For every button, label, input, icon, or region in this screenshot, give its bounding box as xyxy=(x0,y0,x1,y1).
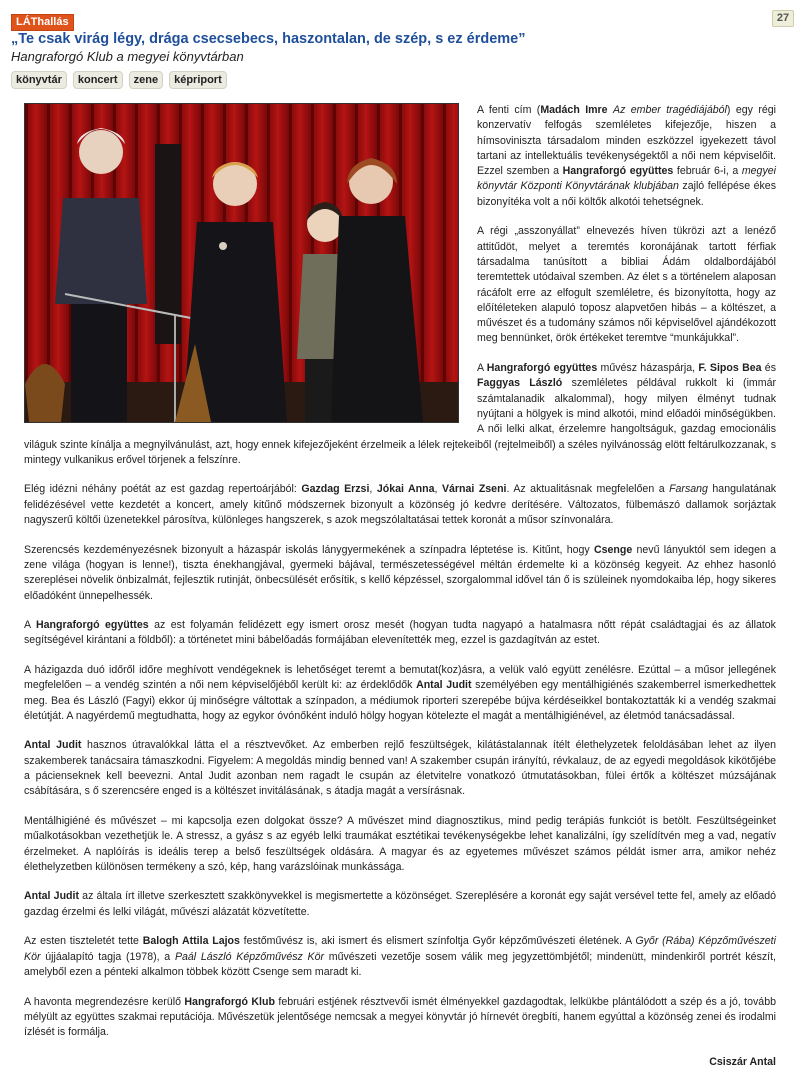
author-signature: Csiszár Antal xyxy=(709,1055,776,1068)
paragraph-10 xyxy=(24,889,776,920)
bold-run: Antal Judit xyxy=(24,739,82,752)
bold-run: Antal Judit xyxy=(24,890,79,903)
bold-run: Antal Judit xyxy=(416,679,472,692)
italic-run: Győr (Rába) Képzőművészeti Kör xyxy=(24,935,776,963)
bold-run: Csenge xyxy=(593,543,633,556)
article-subtitle: Hangraforgó Klub a megyei könyvtárban xyxy=(11,49,244,64)
tag-konyvtar[interactable]: könyvtár xyxy=(11,71,67,89)
text-run: szemléletes példával rukkolt ki (immár számtalanadik alkalommal), hogy milyen élményt tudnak nyújtani a hölgyek is mind alkotói, mind előadói minőségükben. A női lelki alkat, érzelemre hangoltságuk, gazdag emocionális világuk szinte kínálja a megnyilvánulást, azt, hogy ennek kifejezőjeként érzelmeik a lélek rejtekeiből (rejtelmeiből) a széles nyilvánosság elött feltárulkozzanak, s mintegy vulkanikus erővel törjenek a felszínre. xyxy=(24,377,777,466)
italic-run: Az ember tragédiájából xyxy=(613,104,727,116)
paragraph-12 xyxy=(24,995,776,1041)
text-run: , xyxy=(434,483,442,496)
page-number-badge: 27 xyxy=(772,10,794,27)
paragraph-7 xyxy=(24,663,776,724)
text-run: A xyxy=(477,362,487,375)
text-run: személyében egy mentálhigiénés szakemberrel ismerkedhettek meg. Bea és László (Fagyi) ekkor új minőségre váltottak a színpadon, a médiumok riporteri szerepébe bújva kérdéseikkel bontakoztatták ki a vendég szakmai életútját. A nagyérdemű megtudhatta, hogy az egykor óvónőként induló hölgy hogyan kötelezte el magát a mentálhigiénével, az életmód tanácsadással. xyxy=(24,679,776,722)
bold-run: F. Sipos Bea xyxy=(698,362,762,375)
tag-kepriport[interactable]: képriport xyxy=(169,71,227,89)
text-run: hangulatának felidézésével vette kezdetét a koncert, amely kitűnő módszernek bizonyult a közönség jó kedvre derítésére. Változatos, fülbemászó dallamok sorjáztak nagyszerű költői üzenetekkel párosítva, különleges hangszerek, s azok megszólaltatásai tettek koronát a műsor színvonalára. xyxy=(24,483,777,527)
text-run: . Az aktualitásnak megfelelően a xyxy=(506,483,670,496)
text-run: zajló fellépése ékes bizonyítéka volt a női költők alkotói tehetségnek. xyxy=(477,180,776,208)
text-run: Mentálhigiéné és művészet – mi kapcsolja ezen dolgokat össze? A művészet mind diagnosztikus, mind pedig terápiás funkciót is betölt. Feszültségeinket műalkotásokban vezethetjük le. A stressz, a gyász s az egyéb lelki traumákat esztétikai tevékenységekbe lehet kanalizálni, így szelídítvén meg a vad, negatív érzelmeket. A naplóírás is ideális terep a belső feszültségek oldására. A magyar és az egyetemes művészet számos példát ismer arra, amikor nehéz élethelyzetben különösen termékeny a szó, kép, hang varázslóinak munkássága. xyxy=(24,814,776,873)
performers-photo xyxy=(24,103,459,423)
text-run: az általa írt illetve szerkesztett szakkönyvekkel is megismertette a közönséget. Szereplésére a koronát egy saját versével tette fel, amely az előadó gazdag érzelmi és lelki világát, művészi alázatát közvetítette. xyxy=(24,890,776,918)
text-run: ) egy régi konzervatív felfogás szemléletes kifejezője, hiszen a hímsoviniszta társadalom minden eszközzel igyekezett távol tartani az intellektuális tevékenységektől a női nem képviselőit. Ezzel szemben a xyxy=(477,104,776,178)
paragraph-5 xyxy=(24,543,776,604)
text-run: február 6-i, a xyxy=(673,165,742,178)
text-run: az est folyamán felidézett egy ismert orosz mesét (hogyan tudta nagyapó a hatalmasra nőtt répát családtagjai és az állatok segítségével kirántani a földből): a történetet mini bábelőadás formájában elevenítették meg, ezzel is gazdagítván az estet. xyxy=(24,619,776,647)
text-run: hasznos útravalókkal látta el a résztvevőket. Az emberben rejlő feszültségek, kilátástalannak ítélt élethelyzetek feloldásában lehet az ilyen szakemberek tanácsaira támaszkodni. Figyelem: A megoldás mindig benned van! A szakember csupán irányítú, révkalauz, de az egyedi megoldások kikötőjébe a pácienseknek kell beevezni. Antal Judit azonban nem ragadt le csupán az életvitelre vonatkozó útmutatásokban, fülei értők a költészet múzsájának csábítására, s ő szerencsére enged is a költészet invitálásának, s átadja magát a versírásnak. xyxy=(24,739,776,798)
text-run: A havonta megrendezésre kerülő xyxy=(24,995,185,1008)
italic-run: Farsang xyxy=(669,483,708,496)
bold-run: Hangraforgó együttes xyxy=(35,619,149,632)
tag-zene[interactable]: zene xyxy=(129,71,163,89)
article-title: „Te csak virág légy, drága csecsebecs, haszontalan, de szép, s ez érdeme” xyxy=(11,31,526,47)
text-run: A fenti cím ( xyxy=(477,104,541,116)
text-run: művészeti vezetője sosem válik meg jegyzettömbjétől; mindenütt, mindenkiről portrét készít, amelyből ezen a pénteki alkalmon többek között Csenge sem maradt ki. xyxy=(24,950,776,978)
bold-run: Balogh Attila Lajos xyxy=(142,935,240,948)
paragraph-9 xyxy=(24,814,776,875)
bold-run: Gazdag Erzsi xyxy=(301,483,370,496)
bold-run: Faggyas László xyxy=(477,377,563,390)
paragraph-8 xyxy=(24,738,776,799)
text-run: , xyxy=(369,483,377,496)
bold-run: Hangraforgó együttes xyxy=(486,362,598,375)
tag-list xyxy=(11,71,227,89)
article-body xyxy=(24,103,776,1084)
italic-run: megyei könyvtár Központi Könyvtárának klubjában xyxy=(477,165,776,193)
bold-run: Jókai Anna xyxy=(376,483,435,496)
tag-koncert[interactable]: koncert xyxy=(73,71,123,89)
bold-run: Madách Imre xyxy=(540,104,608,116)
text-run: Az esten tiszteletét tette xyxy=(24,935,143,948)
italic-run: Paál László Képzőművész Kör xyxy=(174,950,325,963)
bold-run: Hangraforgó együttes xyxy=(562,165,674,178)
text-run: újjáalapító tagja (1978), a xyxy=(40,950,175,963)
text-run: festőművész is, aki ismert és elismert színfoltja Győr képzőművészeti életének. A xyxy=(239,935,636,948)
text-run: A xyxy=(24,619,36,632)
text-run: és xyxy=(761,362,777,375)
text-run: Szerencsés kezdeményezésnek bizonyult a házaspár iskolás lánygyermekének a színpadra léptetése is. Kitűnt, hogy xyxy=(24,543,594,556)
text-run: művész házaspárja, xyxy=(597,362,699,375)
text-run: februári estjének résztvevői ismét élményekkel gazdagodtak, lelkükbe plántálódott a szép és a jó, tovább mélyült az együttes szakmai reputációja. Művészetük jelentősége nemcsak a megyei könyvtár jó hírnevét öregbíti, hanem egyúttal a közönség zenei és irodalmi ízlését is formálja. xyxy=(24,995,776,1039)
bold-run: Hangraforgó Klub xyxy=(184,995,275,1008)
paragraph-11 xyxy=(24,934,776,980)
text-run: nevű lányuktól sem idegen a zene világa (hogyan is lenne!), tiszta énekhangjával, gyermeki bájával, természetességével méltán érdemelte ki a közönség kegyeit. Az ehhez hasonló szereplései növelik önbizalmát, fejlesztik rutinját, önbecsülését erősítik, s kellő képzéssel, szorgalommal idővel tán ő is szüleinek nyomdokaiba lép, hogy sikeres előadóként ünnepelhessék. xyxy=(24,543,776,602)
text-run: A régi „asszonyállat” elnevezés híven tükrözi azt a lenéző attitűdöt, melyet a teremtés koronájának tartott férfiak társadalma tanúsított a bibliai Ádám oldalbordájából teremtettek utódaival szemben. Az élet s a történelem alaposan rácáfolt erre az elfogult szemléletre, és bizonyította, hogy az előítéleteken alapuló toposz alapvetően hibás – a költészet, a művészet és a tudomány számos női képviselővel ajándékozott meg bennünket, örök értékeket teremtve “munkájukkal”. xyxy=(477,225,776,345)
paragraph-4 xyxy=(24,482,776,528)
rubric-badge[interactable]: LÁThallás xyxy=(11,14,74,31)
text-run: A házigazda duó időről időre meghívott vendégeknek is lehetőséget teremt a bemutat(koz)ásra, a velük való együtt zenélésre. Ezúttal – a műsor jellegének megfelelően – a vendég szintén a női nem képviselőjéből került ki: az érdeklődők xyxy=(24,663,776,692)
paragraph-6 xyxy=(24,618,776,649)
text-run: Elég idézni néhány poétát az est gazdag repertoárjából: xyxy=(24,483,302,496)
bold-run: Várnai Zseni xyxy=(441,483,507,496)
photo-performers-on-stage-icon xyxy=(25,104,458,422)
